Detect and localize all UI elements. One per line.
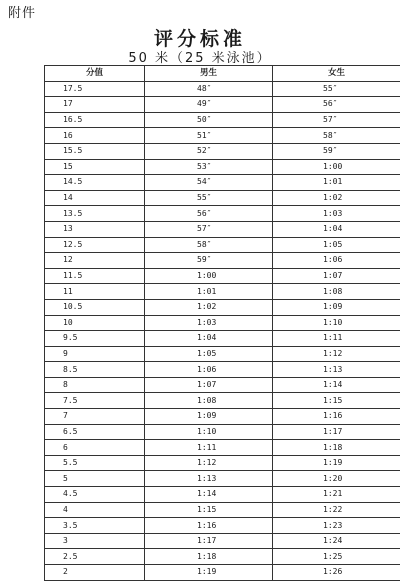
table-row xyxy=(45,549,400,565)
table-row xyxy=(45,424,400,440)
score-cell: 16.5 xyxy=(45,112,145,128)
female-time-cell: 1:04 xyxy=(273,221,400,237)
male-time-cell: 1:09 xyxy=(145,409,273,425)
table-row xyxy=(45,487,400,503)
score-cell: 3 xyxy=(45,533,145,549)
female-time-cell: 57″ xyxy=(273,112,400,128)
female-time-cell: 1:12 xyxy=(273,346,400,362)
female-time-cell: 1:02 xyxy=(273,190,400,206)
score-cell: 4 xyxy=(45,502,145,518)
score-cell: 10 xyxy=(45,315,145,331)
female-time-cell: 59″ xyxy=(273,143,400,159)
female-time-cell: 1:03 xyxy=(273,206,400,222)
table-row xyxy=(45,331,400,347)
table-row xyxy=(45,409,400,425)
male-time-cell: 51″ xyxy=(145,128,273,144)
female-time-cell: 1:19 xyxy=(273,455,400,471)
score-cell: 14.5 xyxy=(45,175,145,191)
score-cell: 4.5 xyxy=(45,487,145,503)
table-row xyxy=(45,533,400,549)
score-cell: 13.5 xyxy=(45,206,145,222)
table-row xyxy=(45,377,400,393)
male-time-cell: 1:16 xyxy=(145,518,273,534)
score-cell: 5 xyxy=(45,471,145,487)
male-time-cell: 1:15 xyxy=(145,502,273,518)
table-row xyxy=(45,299,400,315)
table-row xyxy=(45,471,400,487)
table-row xyxy=(45,237,400,253)
score-cell: 15.5 xyxy=(45,143,145,159)
female-time-cell: 1:24 xyxy=(273,533,400,549)
female-time-cell: 1:05 xyxy=(273,237,400,253)
table-row xyxy=(45,97,400,113)
male-time-cell: 52″ xyxy=(145,143,273,159)
male-time-cell: 1:13 xyxy=(145,471,273,487)
score-cell: 13 xyxy=(45,221,145,237)
scoring-table xyxy=(44,65,400,581)
female-time-cell: 55″ xyxy=(273,81,400,97)
female-time-cell: 1:14 xyxy=(273,377,400,393)
female-time-cell: 1:01 xyxy=(273,175,400,191)
table-row xyxy=(45,315,400,331)
male-time-cell: 1:05 xyxy=(145,346,273,362)
score-cell: 6 xyxy=(45,440,145,456)
male-time-cell: 1:11 xyxy=(145,440,273,456)
score-cell: 10.5 xyxy=(45,299,145,315)
table-body xyxy=(45,81,400,580)
male-time-cell: 1:10 xyxy=(145,424,273,440)
header-female: 女生 xyxy=(273,66,400,82)
female-time-cell: 1:10 xyxy=(273,315,400,331)
male-time-cell: 1:06 xyxy=(145,362,273,378)
table-row xyxy=(45,190,400,206)
page-title: 评分标准 xyxy=(0,24,400,51)
score-cell: 7 xyxy=(45,409,145,425)
table-row xyxy=(45,565,400,581)
score-cell: 9 xyxy=(45,346,145,362)
table-row xyxy=(45,175,400,191)
male-time-cell: 1:07 xyxy=(145,377,273,393)
male-time-cell: 1:19 xyxy=(145,565,273,581)
male-time-cell: 1:03 xyxy=(145,315,273,331)
table-row xyxy=(45,143,400,159)
table-row xyxy=(45,284,400,300)
male-time-cell: 57″ xyxy=(145,221,273,237)
table-header-row xyxy=(45,66,400,82)
score-cell: 8.5 xyxy=(45,362,145,378)
score-cell: 5.5 xyxy=(45,455,145,471)
score-cell: 9.5 xyxy=(45,331,145,347)
header-score: 分值 xyxy=(45,66,145,82)
female-time-cell: 58″ xyxy=(273,128,400,144)
female-time-cell: 1:00 xyxy=(273,159,400,175)
score-cell: 17 xyxy=(45,97,145,113)
male-time-cell: 1:02 xyxy=(145,299,273,315)
male-time-cell: 59″ xyxy=(145,253,273,269)
score-cell: 12.5 xyxy=(45,237,145,253)
female-time-cell: 1:07 xyxy=(273,268,400,284)
male-time-cell: 58″ xyxy=(145,237,273,253)
table-row xyxy=(45,346,400,362)
male-time-cell: 1:17 xyxy=(145,533,273,549)
male-time-cell: 50″ xyxy=(145,112,273,128)
male-time-cell: 55″ xyxy=(145,190,273,206)
score-cell: 16 xyxy=(45,128,145,144)
score-cell: 11.5 xyxy=(45,268,145,284)
female-time-cell: 1:23 xyxy=(273,518,400,534)
male-time-cell: 1:01 xyxy=(145,284,273,300)
table-row xyxy=(45,221,400,237)
male-time-cell: 1:08 xyxy=(145,393,273,409)
table-row xyxy=(45,206,400,222)
male-time-cell: 1:00 xyxy=(145,268,273,284)
female-time-cell: 1:15 xyxy=(273,393,400,409)
female-time-cell: 1:25 xyxy=(273,549,400,565)
table-row xyxy=(45,159,400,175)
score-cell: 14 xyxy=(45,190,145,206)
female-time-cell: 1:18 xyxy=(273,440,400,456)
score-cell: 8 xyxy=(45,377,145,393)
score-cell: 17.5 xyxy=(45,81,145,97)
header-male: 男生 xyxy=(145,66,273,82)
score-cell: 11 xyxy=(45,284,145,300)
score-cell: 3.5 xyxy=(45,518,145,534)
female-time-cell: 1:09 xyxy=(273,299,400,315)
female-time-cell: 1:06 xyxy=(273,253,400,269)
male-time-cell: 48″ xyxy=(145,81,273,97)
table-row xyxy=(45,81,400,97)
female-time-cell: 1:11 xyxy=(273,331,400,347)
table-row xyxy=(45,455,400,471)
male-time-cell: 1:18 xyxy=(145,549,273,565)
female-time-cell: 1:08 xyxy=(273,284,400,300)
table-row xyxy=(45,128,400,144)
score-cell: 2 xyxy=(45,565,145,581)
female-time-cell: 1:22 xyxy=(273,502,400,518)
table-row xyxy=(45,253,400,269)
table-row xyxy=(45,268,400,284)
table-row xyxy=(45,518,400,534)
male-time-cell: 54″ xyxy=(145,175,273,191)
female-time-cell: 56″ xyxy=(273,97,400,113)
female-time-cell: 1:17 xyxy=(273,424,400,440)
male-time-cell: 1:12 xyxy=(145,455,273,471)
score-cell: 2.5 xyxy=(45,549,145,565)
male-time-cell: 49″ xyxy=(145,97,273,113)
male-time-cell: 1:04 xyxy=(145,331,273,347)
male-time-cell: 56″ xyxy=(145,206,273,222)
attachment-label: 附件 xyxy=(8,2,36,21)
table-row xyxy=(45,362,400,378)
female-time-cell: 1:16 xyxy=(273,409,400,425)
female-time-cell: 1:26 xyxy=(273,565,400,581)
score-cell: 7.5 xyxy=(45,393,145,409)
score-cell: 15 xyxy=(45,159,145,175)
table-row xyxy=(45,440,400,456)
table-row xyxy=(45,112,400,128)
male-time-cell: 1:14 xyxy=(145,487,273,503)
score-cell: 12 xyxy=(45,253,145,269)
score-cell: 6.5 xyxy=(45,424,145,440)
table-row xyxy=(45,393,400,409)
male-time-cell: 53″ xyxy=(145,159,273,175)
female-time-cell: 1:21 xyxy=(273,487,400,503)
female-time-cell: 1:13 xyxy=(273,362,400,378)
female-time-cell: 1:20 xyxy=(273,471,400,487)
page-subtitle: 50 米（25 米泳池） xyxy=(0,47,400,66)
